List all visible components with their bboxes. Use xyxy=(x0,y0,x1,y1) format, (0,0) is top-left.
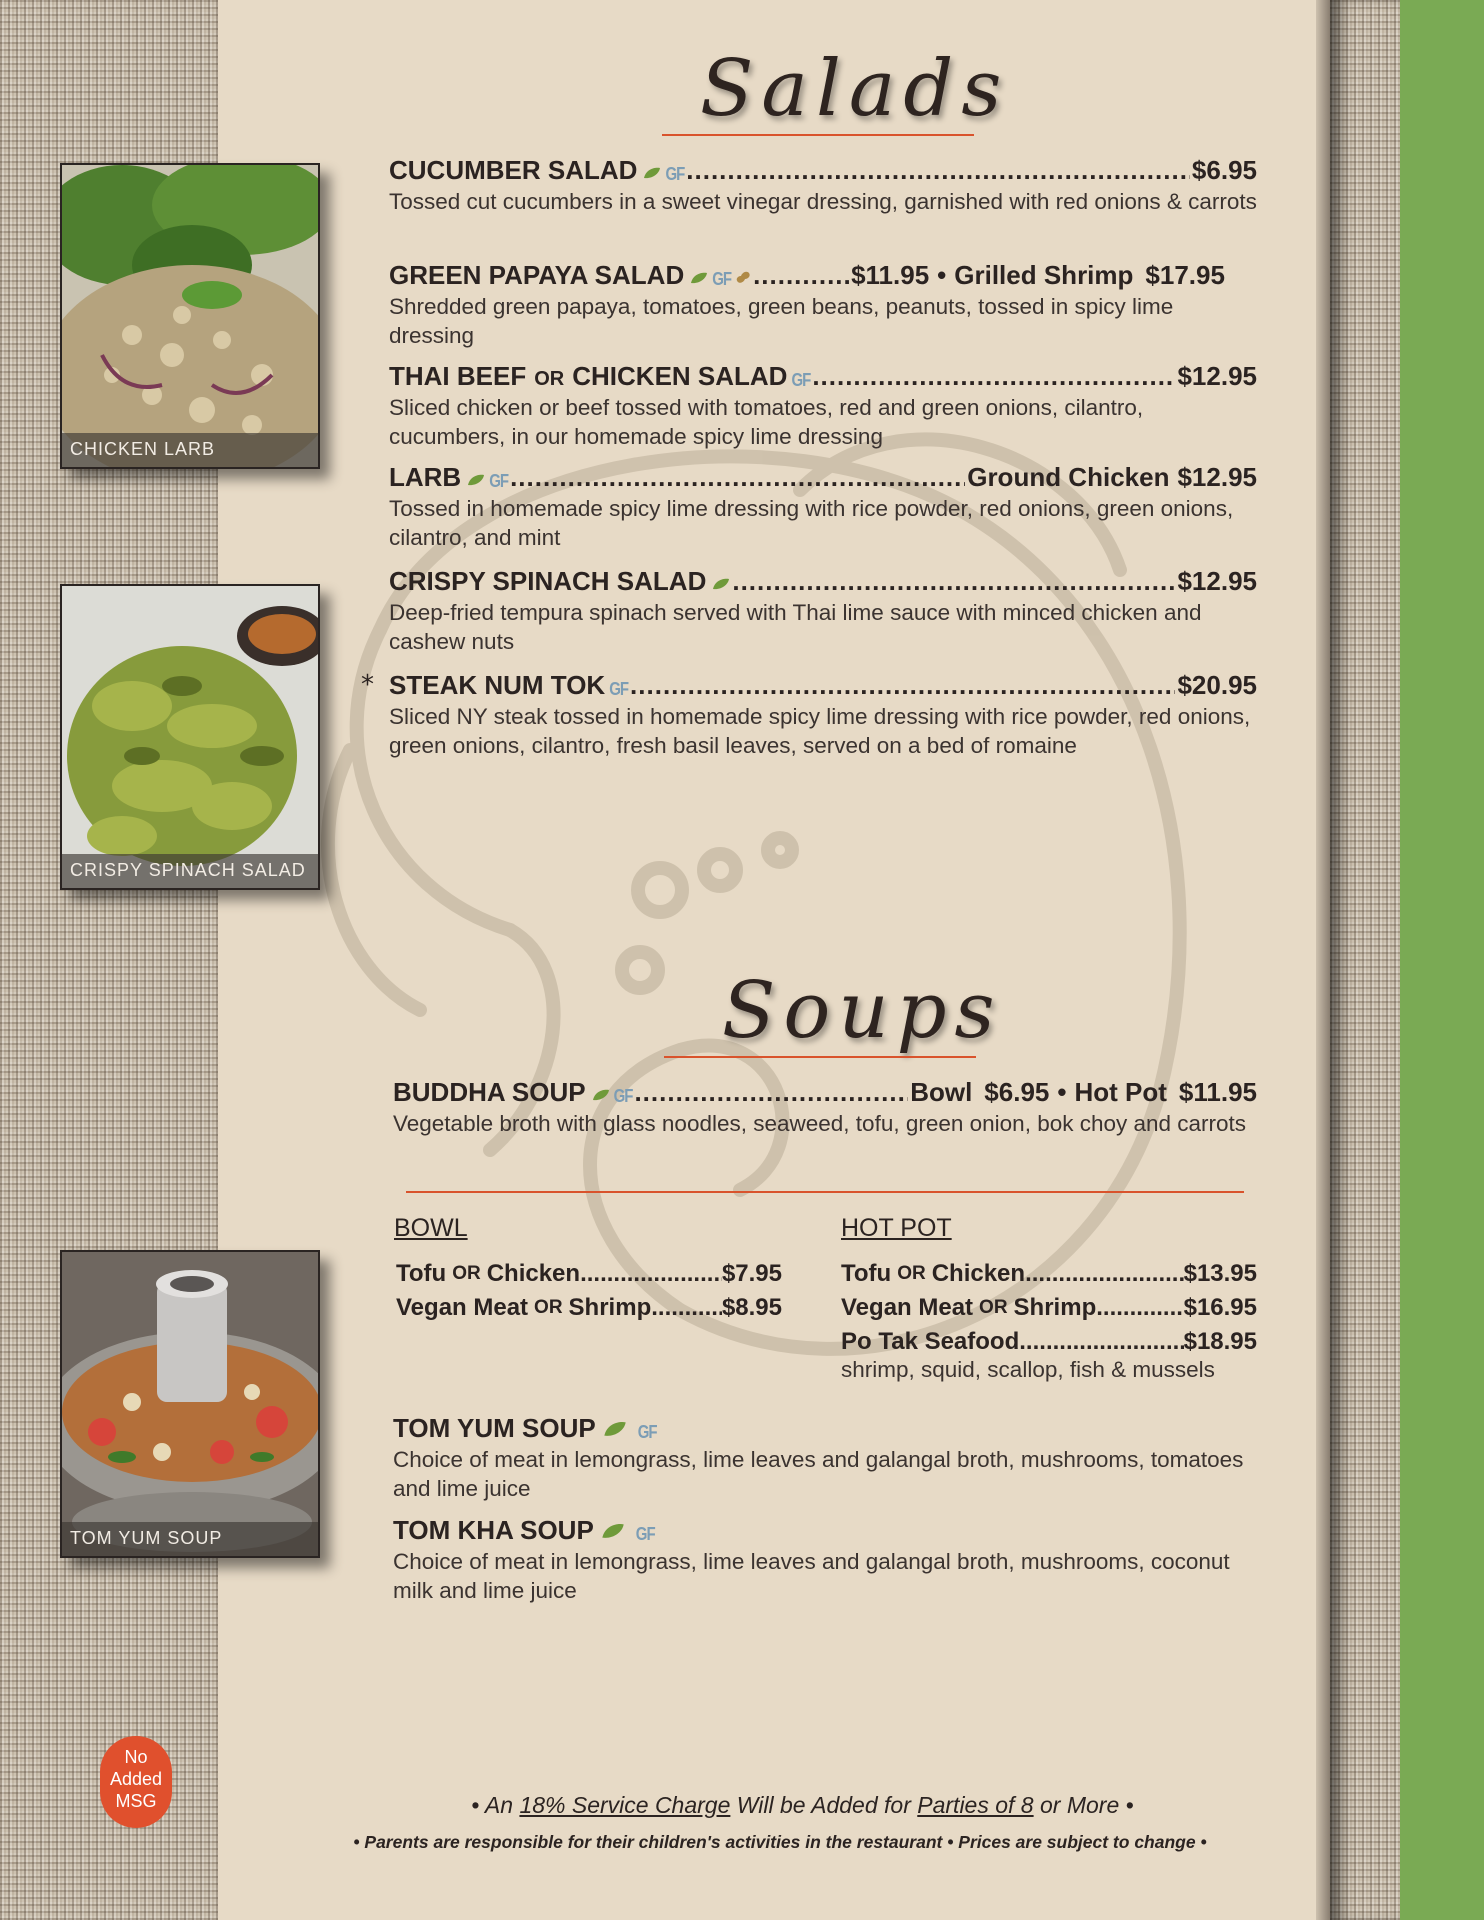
soups-divider-rule xyxy=(406,1191,1244,1193)
vegan-leaf-icon xyxy=(690,272,708,284)
item-variant: Ground Chicken xyxy=(967,462,1170,492)
option-b: Chicken xyxy=(486,1260,581,1287)
salads-heading-rule xyxy=(662,134,974,136)
leader-dots xyxy=(812,361,1175,392)
item-price: $12.95 xyxy=(1177,462,1257,492)
leader-dots xyxy=(510,462,965,493)
photo-tom-yum-soup xyxy=(60,1250,320,1558)
service-charge-text: 18% Service Charge xyxy=(519,1792,731,1818)
item-name: CUCUMBER SALAD xyxy=(389,155,638,185)
gluten-free-icon: GF xyxy=(791,370,811,391)
notice-text: An xyxy=(484,1792,514,1818)
bowl-row-tofu-chicken xyxy=(396,1260,782,1288)
parents-notice: Parents are responsible for their children's activities in the restaurant xyxy=(364,1832,943,1852)
option-price: $18.95 xyxy=(1183,1328,1257,1355)
menu-item-larb xyxy=(389,462,1257,552)
or-word: OR xyxy=(452,1263,481,1284)
bullet-separator: • xyxy=(1200,1832,1207,1852)
vegan-leaf-icon xyxy=(592,1089,610,1101)
item-name: LARB xyxy=(389,462,462,492)
hotpot-column-heading: HOT POT xyxy=(841,1214,952,1242)
photo-caption: CRISPY SPINACH SALAD xyxy=(62,854,318,888)
item-description: Tossed in homemade spicy lime dressing with rice powder, red onions, green onions, cilantro, and mint xyxy=(389,496,1234,550)
bowl-row-vegan-shrimp xyxy=(396,1294,782,1322)
bowl-price: $6.95 xyxy=(984,1077,1050,1107)
po-tak-seafood-description: shrimp, squid, scallop, fish & mussels xyxy=(841,1357,1215,1382)
photo-caption: TOM YUM SOUP xyxy=(62,1522,318,1556)
menu-item-steak-num-tok xyxy=(389,670,1257,760)
leader-dots xyxy=(732,566,1175,597)
policy-notice xyxy=(0,1832,1400,1853)
msg-line-3: MSG xyxy=(115,1791,157,1811)
option-b: Shrimp xyxy=(1013,1294,1097,1321)
hotpot-row-vegan-shrimp xyxy=(841,1294,1257,1322)
hotpot-price: $11.95 xyxy=(1178,1077,1257,1107)
notice-text: Will be Added for xyxy=(736,1792,911,1818)
leader-dots xyxy=(1096,1294,1183,1322)
item-description: Vegetable broth with glass noodles, seaweed, tofu, green onion, bok choy and carrots xyxy=(393,1111,1247,1136)
bullet-separator: • xyxy=(1057,1077,1067,1107)
leader-dots xyxy=(1019,1328,1183,1356)
menu-item-buddha-soup xyxy=(393,1077,1257,1138)
option-a: Tofu xyxy=(841,1260,892,1287)
leader-dots xyxy=(686,155,1190,186)
burlap-border-right xyxy=(1330,0,1400,1920)
item-description: Sliced chicken or beef tossed with tomatoes, red and green onions, cilantro, cucumbers, in our homemade spicy lime dressing xyxy=(389,395,1144,449)
menu-item-tom-kha-soup xyxy=(393,1515,1257,1605)
item-price: $12.95 xyxy=(1177,361,1257,391)
photo-caption: CHICKEN LARB xyxy=(62,433,318,467)
or-word: OR xyxy=(897,1263,926,1284)
vegan-leaf-icon xyxy=(467,474,485,486)
item-description: Tossed cut cucumbers in a sweet vinegar dressing, garnished with red onions & carrots xyxy=(389,189,1257,214)
or-word: OR xyxy=(534,1297,563,1318)
item-name: STEAK NUM TOK xyxy=(389,670,606,700)
prices-notice: Prices are subject to change xyxy=(958,1832,1196,1852)
hotpot-row-tofu-chicken xyxy=(841,1260,1257,1288)
peanut-icon xyxy=(735,270,751,284)
menu-item-tom-yum-soup xyxy=(393,1413,1257,1503)
service-charge-notice xyxy=(0,1792,1400,1819)
tom-yum-image xyxy=(62,1252,320,1558)
hotpot-row-po-tak-seafood xyxy=(841,1328,1257,1356)
option-a: Vegan Meat xyxy=(396,1294,529,1321)
leader-dots xyxy=(580,1260,722,1288)
menu-item-green-papaya-salad xyxy=(389,260,1257,350)
leader-dots xyxy=(1025,1260,1184,1288)
item-description: Choice of meat in lemongrass, lime leaves and galangal broth, mushrooms, tomatoes and lime juice xyxy=(393,1447,1244,1501)
msg-line-1: No xyxy=(124,1747,148,1767)
item-name-b: CHICKEN SALAD xyxy=(572,361,788,391)
option-price: $16.95 xyxy=(1183,1294,1257,1321)
menu-item-thai-beef-chicken-salad xyxy=(389,361,1257,451)
item-description: Sliced NY steak tossed in homemade spicy lime dressing with rice powder, red onions, green onions, cilantro, fresh basil leaves, served on a bed of romaine xyxy=(389,704,1251,758)
hotpot-label: Hot Pot xyxy=(1074,1077,1167,1107)
leader-dots xyxy=(651,1294,722,1322)
salads-heading: Salads xyxy=(700,44,1010,134)
menu-item-crispy-spinach-salad xyxy=(389,566,1257,656)
gluten-free-icon: GF xyxy=(665,164,685,185)
item-name: GREEN PAPAYA SALAD xyxy=(389,260,685,290)
green-side-strip xyxy=(1400,0,1484,1920)
gluten-free-icon: GF xyxy=(609,679,629,700)
or-word: OR xyxy=(534,368,565,390)
bowl-label: Bowl xyxy=(910,1077,973,1107)
option-price: $8.95 xyxy=(721,1294,782,1321)
gluten-free-icon: GF xyxy=(637,1422,657,1443)
option-a: Tofu xyxy=(396,1260,447,1287)
item-price: $12.95 xyxy=(1177,566,1257,596)
option-price: $13.95 xyxy=(1183,1260,1257,1287)
gluten-free-icon: GF xyxy=(489,471,509,492)
chicken-larb-image xyxy=(62,165,320,469)
bullet-separator: • xyxy=(947,1832,954,1852)
option-price: $7.95 xyxy=(721,1260,782,1287)
leader-dots xyxy=(634,1077,908,1108)
soups-heading-rule xyxy=(664,1056,976,1058)
crispy-spinach-image xyxy=(62,586,320,890)
gluten-free-icon: GF xyxy=(635,1524,655,1545)
leader-dots xyxy=(630,670,1175,701)
special-marker: * xyxy=(361,670,374,700)
option-a: Vegan Meat xyxy=(841,1294,974,1321)
gluten-free-icon: GF xyxy=(613,1086,633,1107)
bullet-separator: • xyxy=(937,260,947,290)
vegan-leaf-icon xyxy=(643,167,661,179)
or-word: OR xyxy=(979,1297,1008,1318)
vegan-leaf-icon xyxy=(602,1421,628,1437)
item-price: $20.95 xyxy=(1177,670,1257,700)
item-extra-label: Grilled Shrimp xyxy=(954,260,1134,290)
item-name: TOM KHA SOUP xyxy=(393,1515,594,1545)
notice-text: or More xyxy=(1040,1792,1120,1818)
item-description: Deep-fried tempura spinach served with Thai lime sauce with minced chicken and cashew nuts xyxy=(389,600,1202,654)
item-extra-price: $17.95 xyxy=(1145,260,1225,290)
bullet-separator: • xyxy=(353,1832,360,1852)
bullet-separator: • xyxy=(471,1792,480,1818)
vegan-leaf-icon xyxy=(712,578,730,590)
leader-dots xyxy=(753,260,849,291)
item-description: Choice of meat in lemongrass, lime leaves and galangal broth, mushrooms, coconut milk and lime juice xyxy=(393,1549,1230,1603)
item-price: $11.95 xyxy=(851,260,930,290)
soups-heading: Soups xyxy=(722,966,1003,1056)
item-name: BUDDHA SOUP xyxy=(393,1077,586,1107)
menu-item-cucumber-salad xyxy=(389,155,1257,216)
party-size-text: Parties of 8 xyxy=(917,1792,1034,1818)
photo-chicken-larb xyxy=(60,163,320,469)
bullet-separator: • xyxy=(1125,1792,1134,1818)
vegan-leaf-icon xyxy=(600,1523,626,1539)
item-price: $6.95 xyxy=(1191,155,1257,185)
gluten-free-icon: GF xyxy=(712,269,732,290)
option-b: Chicken xyxy=(931,1260,1026,1287)
option-b: Shrimp xyxy=(568,1294,652,1321)
item-name: TOM YUM SOUP xyxy=(393,1413,596,1443)
msg-line-2: Added xyxy=(109,1769,163,1789)
item-name: CRISPY SPINACH SALAD xyxy=(389,566,707,596)
photo-crispy-spinach-salad xyxy=(60,584,320,890)
item-description: Shredded green papaya, tomatoes, green beans, peanuts, tossed in spicy lime dressing xyxy=(389,294,1174,348)
item-name-a: THAI BEEF xyxy=(389,361,527,391)
option-a: Po Tak Seafood xyxy=(841,1328,1020,1355)
bowl-column-heading: BOWL xyxy=(394,1214,468,1242)
